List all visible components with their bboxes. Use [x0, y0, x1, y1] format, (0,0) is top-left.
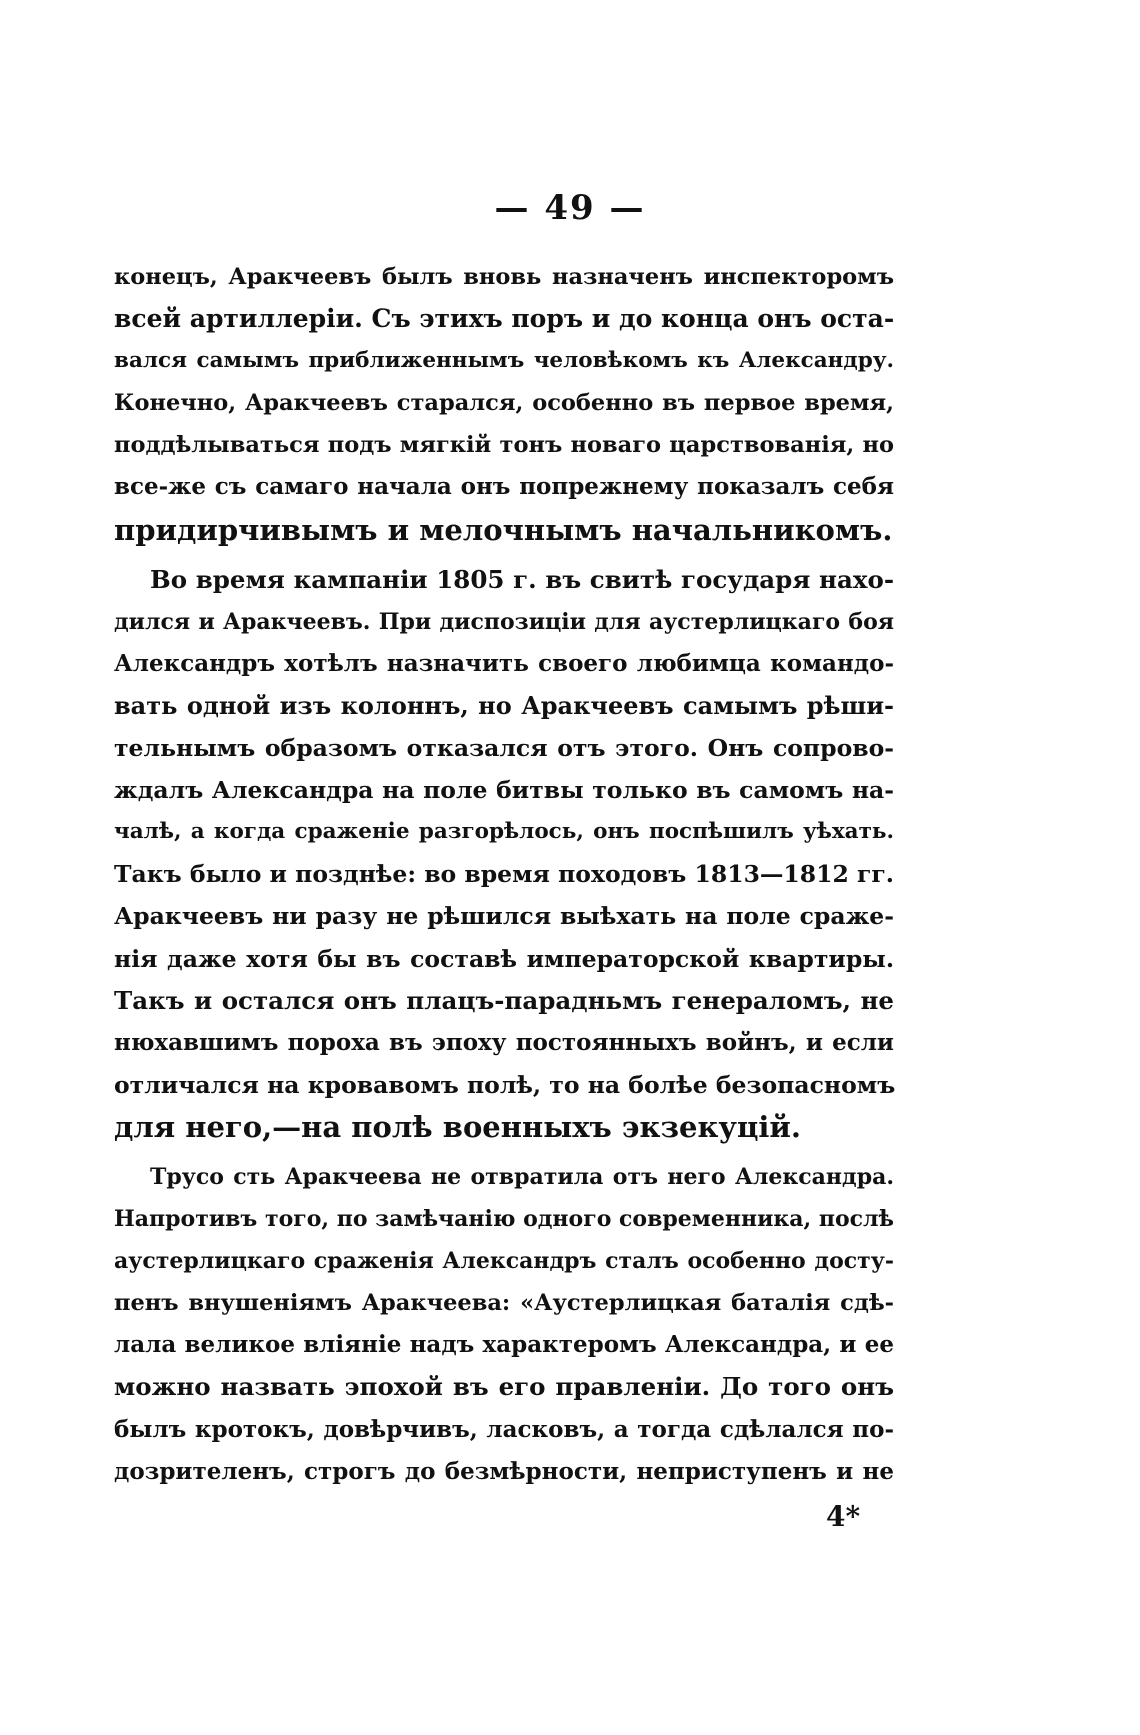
- paragraph-3: [114, 1156, 894, 1493]
- text-line: Аракчеевъ ни разу не рѣшился выѣхать на поле сраже-: [114, 902, 894, 931]
- text-line: все-же съ самаго начала онъ попрежнему показалъ себя: [114, 473, 894, 501]
- text-line: для него,—на полѣ военныхъ экзекуцій.: [114, 1109, 802, 1144]
- text-line: чалѣ, а когда сраженіе разгорѣлось, онъ поспѣшилъ уѣхать.: [114, 819, 894, 845]
- text-line: Такъ и остался онъ плацъ-парадньмъ генераломъ, не: [114, 985, 894, 1015]
- text-line: пенъ внушеніямъ Аракчеева: «Аустерлицкая баталія сдѣ-: [114, 1290, 894, 1317]
- text-line: ждалъ Александра на поле битвы только въ самомъ на-: [114, 776, 894, 805]
- text-line: лала великое вліяніе надъ характеромъ Александра, и ее: [114, 1331, 894, 1359]
- text-line: Во время кампаніи 1805 г. въ свитѣ государя нахо-: [150, 564, 894, 594]
- text-line: Конечно, Аракчеевъ старался, особенно въ первое время,: [114, 390, 894, 417]
- text-line: отличался на кровавомъ полѣ, то на болѣе безопасномъ: [114, 1070, 896, 1099]
- paragraph-2: [114, 559, 894, 1148]
- text-line: Такъ было и позднѣе: во время походовъ 1813—1812 гг.: [114, 860, 894, 889]
- text-line: поддѣлываться подъ мягкій тонъ новаго царствованія, но: [114, 432, 894, 459]
- text-line: дился и Аракчеевъ. При диспозиціи для аустерлицкаго боя: [114, 608, 894, 635]
- text-line: тельнымъ образомъ отказался отъ этого. Онъ сопрово-: [114, 734, 894, 763]
- page-number: — 49 —: [494, 188, 646, 228]
- text-line: аустерлицкаго сраженія Александръ сталъ особенно досту-: [114, 1248, 894, 1275]
- text-line: дозрителенъ, строгъ до безмѣрности, неприступенъ и не: [114, 1457, 894, 1485]
- body-text: [114, 256, 894, 1493]
- signature-mark: 4*: [826, 1500, 861, 1533]
- text-line: былъ кротокъ, довѣрчивъ, ласковъ, а тогда сдѣлался по-: [114, 1415, 894, 1443]
- text-line: можно назвать эпохой въ его правленіи. До того онъ: [114, 1372, 894, 1402]
- text-line: вался самымъ приближеннымъ человѣкомъ къ Александру.: [114, 348, 894, 374]
- text-line: конецъ, Аракчеевъ былъ вновь назначенъ инспекторомъ: [114, 264, 894, 290]
- text-line: нюхавшимъ пороха въ эпоху постоянныхъ войнъ, и если: [114, 1028, 894, 1056]
- text-line: Трусо сть Аракчеева не отвратила отъ него Александра.: [150, 1163, 894, 1190]
- text-line: Александръ хотѣлъ назначить своего любимца командо-: [114, 649, 894, 677]
- paragraph-1: [114, 256, 894, 551]
- text-line: всей артиллеріи. Съ этихъ поръ и до конца онъ оста-: [114, 304, 895, 334]
- text-line: вать одной изъ колоннъ, но Аракчеевъ самымъ рѣши-: [114, 690, 894, 720]
- text-line: придирчивымъ и мелочнымъ начальникомъ.: [114, 512, 893, 547]
- text-line: Напротивъ того, по замѣчанію одного современника, послѣ: [114, 1206, 895, 1233]
- text-line: нія даже хотя бы въ составѣ императорской квартиры.: [114, 944, 894, 973]
